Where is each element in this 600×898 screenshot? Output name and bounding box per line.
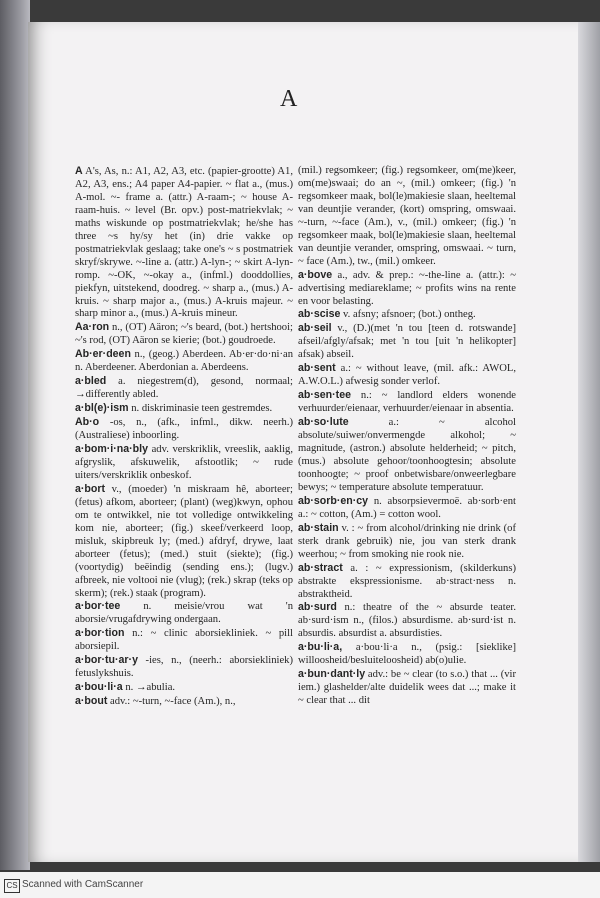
- dictionary-entry: [75, 375, 293, 402]
- dictionary-entry: [75, 416, 293, 443]
- left-column: [75, 165, 293, 709]
- camscanner-logo: CS: [4, 879, 20, 893]
- entry-headword: a·bor·tu·ar·y: [75, 654, 138, 667]
- entry-headword: ab·stain: [298, 521, 339, 534]
- dictionary-entry: [75, 348, 293, 375]
- scanner-footer-text: Scanned with CamScanner: [22, 879, 144, 890]
- entry-headword: ab·scise: [298, 308, 341, 321]
- entry-definition: adv.: be ~ clear (to s.o.) that ... (vir iem.) glashelder/alte duidelik wees dat ...; make it ~ clear that ... dit: [298, 669, 516, 707]
- entry-headword: A: [75, 165, 83, 177]
- dictionary-entry: [298, 269, 516, 309]
- entry-definition: v. afsny; afsnoer; (bot.) ontheg.: [340, 309, 476, 321]
- entry-headword: Ab·o: [75, 416, 100, 429]
- entry-definition: (mil.) regsomkeer; (fig.) regsomkeer, om(me)keer, om(me)swaai; do an ~, (mil.) omkeer; (fig.) 'n regsomkeer maak, bol(le)makiesie slaan, heeltemal van deuntjie verander, (kort) omspring, omswaai. ~-turn, ~-face (Am.), v., (mil.) omkeer; (fig.) 'n regsomkeer maak, bol(le)makiesie slaan, heeltemal van deuntjie verander, omspring, omswaai. ~ turn, ~ face (Am.), tw., (mil.) omkeer.: [298, 165, 516, 267]
- entry-headword: ab·surd: [298, 601, 337, 614]
- entry-headword: ab·seil: [298, 322, 332, 335]
- entry-headword: ab·sorb·en·cy: [298, 494, 369, 507]
- entry-definition: a. : ~ expressionism, (skilderkuns) abstrakte ekspressionisme. ab·stract·ness n. abstraktheid.: [298, 562, 516, 600]
- right-column: [298, 165, 516, 708]
- entry-definition: v., (D.)(met 'n tou [teen d. rotswande] afseil/afgly/afsak; met 'n tou [uit 'n helikopter] afsak) abseil.: [298, 323, 516, 361]
- entry-headword: a·bout: [75, 695, 108, 708]
- entry-headword: a·bort: [75, 482, 106, 495]
- dictionary-entry: [75, 321, 293, 348]
- dictionary-entry: [75, 402, 293, 416]
- entry-headword: a·bun·dant·ly: [298, 668, 366, 681]
- entry-definition: a. niegestrem(d), gesond, normaal; →differently abled.: [75, 376, 293, 401]
- entry-headword: ab·sen·tee: [298, 389, 351, 402]
- dictionary-entry: [75, 627, 293, 654]
- entry-definition: a.: ~ alcohol absolute/suiwer/onvermengde alkohol; ~ magnitude, (astron.) absolute helderheid; ~ pitch, (mus.) absolute gehoor/toonhoogtesin; absolute toonhoogte; ~ proof onbetwisbare/onweerlegbare bewys; ~ temperature absolute temperatuur.: [298, 417, 516, 493]
- entry-definition: n. absorpsievermoë. ab·sorb·ent a.: ~ cotton, (Am.) = cotton wool.: [298, 495, 516, 520]
- adjacent-page-edge: [0, 0, 30, 870]
- entry-definition: n. →abulia.: [122, 682, 176, 694]
- entry-headword: ab·sent: [298, 362, 336, 375]
- dictionary-entry: [75, 165, 293, 321]
- entry-definition: n. meisie/vrou wat 'n aborsie/vrugafdrywing ondergaan.: [75, 601, 293, 626]
- dictionary-entry: [298, 165, 516, 269]
- entry-definition: -os, n., (afk., infml., dikw. neerh.) (Australiese) inboorling.: [75, 417, 293, 442]
- dictionary-entry: [298, 668, 516, 708]
- entry-definition: adv. verskriklik, vreeslik, aaklig, afgryslik, afskuwelik, afstootlik; ~ rude uiters/verskriklik onbeskof.: [75, 444, 293, 481]
- entry-definition: v., (moeder) 'n miskraam hê, aborteer; (fetus) afkom, aborteer; (plant) (weg)kwyn, ophou om te ontwikkel, nie tot volledige ontwikkeling kom nie, aborteer; (fig.) skeef/verkeerd loop, misluk, skipbreuk ly; (med.) afdryf, drywe, laat aborteer (fetus); (med.) stuit (siekte); (fig.) (voortydig) beëindig (sending ens.); (lugv.) afbreek, nie voltooi nie (vlug); (rek.) skrap (teks op skerm); (rek.) staak (program).: [75, 483, 293, 599]
- entry-headword: a·bom·i·na·bly: [75, 443, 148, 456]
- entry-definition: n., (geog.) Aberdeen. Ab·er·do·ni·an n. Aberdeener. Aberdonian a. Aberdeens.: [75, 349, 293, 374]
- dictionary-entry: [298, 641, 516, 668]
- entry-definition: a., adv. & prep.: ~-the-line a. (attr.): ~ advertising mediareklame; ~ profits wins na rente en voor belasting.: [298, 269, 516, 307]
- entry-headword: a·bl(e)·ism: [75, 402, 129, 415]
- entry-headword: a·bove: [298, 268, 333, 281]
- dictionary-entry: [298, 495, 516, 522]
- entry-definition: a·bou·li·a n., (psig.: [sieklike] willoosheid/besluiteloosheid) ab(o)ulie.: [298, 642, 516, 667]
- dictionary-entry: [298, 322, 516, 362]
- dictionary-entry: [75, 654, 293, 681]
- entry-headword: a·bor·tion: [75, 627, 125, 640]
- entry-headword: ab·so·lute: [298, 416, 349, 429]
- entry-definition: A's, As, n.: A1, A2, A3, etc. (papier-grootte) A1, A2, A3, ens.; A4 paper A4-papier. ~ flat a., (mus.) A-mol. ~- frame a. (attr.) A-raam-; ~ house A-raam-huis. ~ level (Br. opv.) post-matriekvlak; ~ maths wiskunde op postmatriekvlak; he/she has three ~s hy/sy het (in) drie vakke op postmatriekvlak geslaag; take one's ~ s postmatriek skryf/skrywe. ~-line a. (attr.) A-lyn-; ~ skirt A-lyn-romp. ~-OK, ~-okay a., (infml.) dooddollies, piekfyn, uitstekend, doodreg. ~ sharp a., (mus.) A-kruis. ~ sharp major a., (mus.) A-kruis majeur. ~ sharp minor a., (mus.) A-kruis mineur.: [75, 166, 293, 320]
- dictionary-entry: [75, 681, 293, 695]
- dictionary-entry: [298, 308, 516, 322]
- dictionary-entry: [298, 416, 516, 495]
- entry-definition: a.: ~ without leave, (mil. afk.: AWOL, A.W.O.L.) afwesig sonder verlof.: [298, 363, 516, 388]
- dictionary-entry: [298, 562, 516, 602]
- entry-definition: n.: ~ clinic aborsiekliniek. ~ pill aborsiepil.: [75, 628, 293, 653]
- dictionary-entry: [75, 695, 293, 709]
- entry-definition: v. : ~ from alcohol/drinking nie drink (of sterk drank gebruik) nie, jou van sterk drank weerhou; ~ from smoking nie rook nie.: [298, 522, 516, 560]
- entry-definition: n.: ~ landlord elders wonende verhuurder/eienaar, verhuurder/eienaar in absentia.: [298, 390, 516, 415]
- entry-headword: Ab·er·deen: [75, 348, 131, 361]
- entry-headword: a·bou·li·a: [75, 681, 123, 694]
- entry-headword: a·bu·li·a,: [298, 641, 343, 654]
- dictionary-entry: [298, 389, 516, 416]
- dictionary-entry: [298, 362, 516, 389]
- dictionary-entry: [298, 522, 516, 562]
- entry-headword: Aa·ron: [75, 321, 110, 334]
- entry-headword: a·bor·tee: [75, 600, 121, 613]
- dictionary-entry: [298, 601, 516, 641]
- entry-headword: ab·stract: [298, 561, 343, 574]
- scanner-footer: [0, 872, 600, 898]
- entry-definition: n., (OT) Aäron; ~'s beard, (bot.) hertshooi; ~'s rod, (OT) Aäron se kierie; (bot.) goudroede.: [75, 322, 293, 347]
- dictionary-entry: [75, 600, 293, 627]
- dictionary-entry: [75, 443, 293, 483]
- entry-definition: n. diskriminasie teen gestremdes.: [128, 403, 273, 415]
- dictionary-entry: [75, 483, 293, 601]
- entry-definition: n.: theatre of the ~ absurde teater. ab·surd·ism n., (filos.) absurdisme. ab·surd·ist n. absurdis. absurdist a. absurdisties.: [298, 602, 516, 640]
- page-edge-shadow: [578, 22, 600, 862]
- entry-headword: a·bled: [75, 375, 107, 388]
- section-letter: A: [280, 86, 298, 112]
- entry-definition: -ies, n., (neerh.: aborsiekliniek) fetuslykshuis.: [75, 655, 293, 680]
- entry-definition: adv.: ~-turn, ~-face (Am.), n.,: [107, 696, 236, 708]
